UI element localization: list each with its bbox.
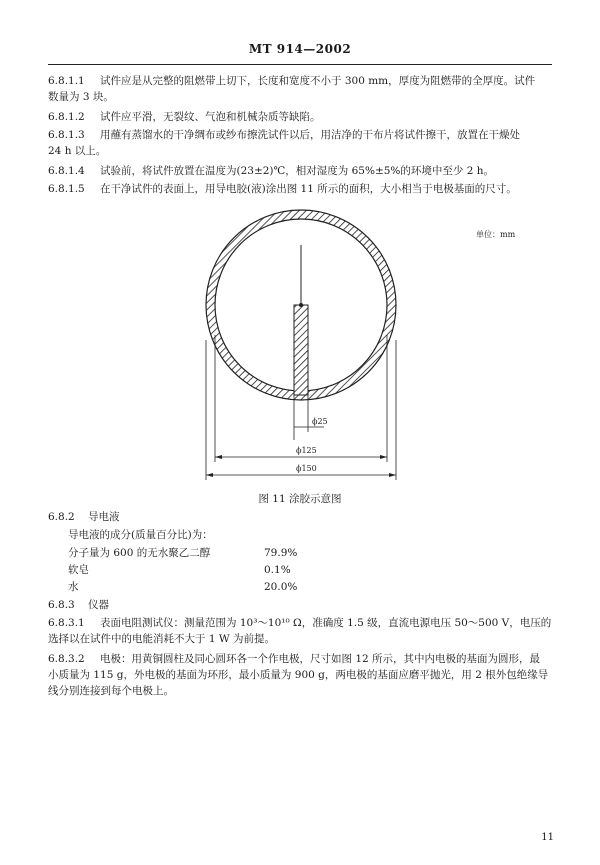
page-number: 11	[541, 832, 554, 843]
component-name: 水	[68, 581, 79, 593]
composition-intro: 导电液的成分(质量百分比)为：	[68, 529, 213, 541]
section-6-8-2-heading	[48, 509, 120, 525]
clause-6-8-3-1	[48, 615, 568, 647]
component-value: 20.0%	[264, 581, 298, 593]
unit-label: 单位：mm	[476, 230, 516, 239]
section-number: 6.8.3	[48, 599, 75, 611]
component-value: 0.1%	[264, 564, 291, 576]
clause-text: 试件应平滑，无裂纹、气泡和机械杂质等缺陷。	[100, 111, 321, 123]
clause-6-8-3-2	[48, 651, 568, 699]
clause-text: 试验前，将试件放置在温度为(23±2)℃，相对湿度为 65%±5%的环境中至少 2 h。	[100, 165, 495, 177]
clause-number: 6.8.1.2	[48, 111, 85, 123]
component-name: 分子量为 600 的无水聚乙二醇	[68, 547, 211, 559]
clause-text: 表面电阻测试仪：测量范围为 10³～10¹⁰ Ω，准确度 1.5 级，直流电源电压 50～500 V，电压的	[100, 617, 552, 629]
center-strip	[294, 305, 308, 395]
clause-number: 6.8.1.4	[48, 165, 85, 177]
clause-number: 6.8.1.1	[48, 75, 85, 87]
center-dot	[299, 303, 303, 307]
dim-label-150: ϕ150	[296, 464, 317, 473]
component-name: 软皂	[68, 564, 89, 576]
clause-text: 用蘸有蒸馏水的干净绸布或纱布擦洗试件以后，用洁净的干布片将试件擦干，放置在干燥处	[100, 129, 520, 141]
figure-caption: 图 11 涂胶示意图	[258, 493, 342, 505]
clause-text-cont: 小质量为 115 g，外电极的基面为环形，最小质量为 900 g，两电极的基面应磨平抛光，用 2 根外包绝缘导	[48, 669, 549, 681]
clause-number: 6.8.3.2	[48, 653, 85, 665]
clause-text: 试件应是从完整的阻燃带上切下，长度和宽度不小于 300 mm，厚度为阻燃带的全厚度。试件	[100, 75, 536, 87]
clause-text: 电极：用黄铜圆柱及同心圆环各一个作电极，尺寸如图 12 所示，其中内电极的基面为圆形，最	[100, 653, 541, 665]
dim-label-25: ϕ25	[312, 417, 328, 426]
clause-text-cont: 选择以在试件中的电能消耗不大于 1 W 为前提。	[48, 633, 275, 645]
dim-label-125: ϕ125	[296, 446, 317, 455]
clause-text-cont: 线分别连接到每个电极上。	[48, 685, 174, 697]
clause-number: 6.8.1.3	[48, 129, 85, 141]
section-6-8-3-heading	[48, 597, 109, 613]
clause-text-cont: 数量为 3 块。	[48, 91, 114, 103]
section-number: 6.8.2	[48, 511, 75, 523]
section-title: 导电液	[88, 511, 120, 523]
clause-text-cont: 24 h 以上。	[48, 145, 107, 157]
component-row	[68, 545, 298, 562]
component-row	[68, 579, 298, 596]
page-header: MT 914—2002	[248, 42, 352, 56]
component-value: 79.9%	[264, 547, 298, 559]
section-title: 仪器	[88, 599, 109, 611]
component-row	[68, 562, 291, 579]
clause-text: 在干净试件的表面上，用导电胶(液)涂出图 11 所示的面积，大小相当于电极基面的尺寸。	[100, 183, 517, 195]
clause-number: 6.8.1.5	[48, 183, 85, 195]
clause-number: 6.8.3.1	[48, 617, 85, 629]
